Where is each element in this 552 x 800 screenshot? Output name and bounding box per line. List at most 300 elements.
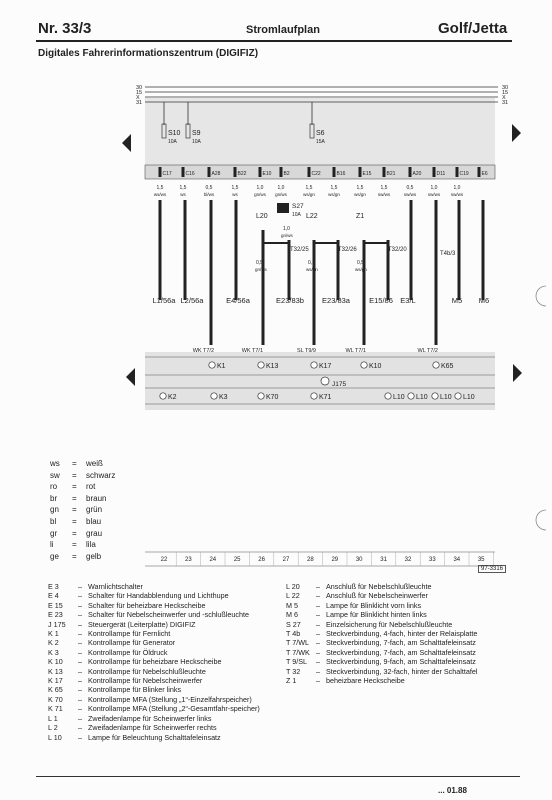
legend-name: lila	[86, 540, 96, 550]
part-code: Z 1	[286, 676, 297, 686]
part-entry	[286, 620, 516, 629]
wire-color: bl/ws	[203, 192, 215, 197]
part-entry	[48, 676, 288, 685]
left-continue-arrow-icon[interactable]	[126, 368, 135, 386]
part-entry	[286, 610, 516, 619]
legend-equals: =	[72, 470, 77, 480]
part-dash: –	[78, 582, 82, 591]
fuse-id: S9	[192, 130, 201, 137]
part-description: Zweifadenlampe für Scheinwerfer links	[88, 713, 212, 723]
part-dash: –	[78, 704, 82, 714]
lamp-label: K3	[219, 394, 228, 401]
wire-color: gn/ws	[254, 192, 266, 197]
connector-label: B22	[237, 171, 247, 177]
cluster-connector-label: WK T7/1	[241, 348, 263, 354]
lamp-icon	[408, 393, 414, 399]
part-entry	[286, 629, 516, 638]
part-description: Schalter für Handabblendung und Lichthupe	[88, 591, 229, 601]
part-dash: –	[316, 610, 320, 620]
wire-size: 1,0	[453, 185, 461, 191]
punch-hole-mark	[536, 286, 546, 306]
legend-row	[50, 528, 115, 540]
part-code: K 70	[48, 694, 63, 704]
part-code: L 20	[286, 582, 300, 591]
part-entry	[286, 648, 516, 657]
part-dash: –	[316, 629, 320, 639]
scale-number: 33	[429, 557, 436, 563]
part-dash: –	[78, 591, 82, 601]
component-label: L1/56a	[152, 296, 176, 305]
connector-pin	[383, 167, 386, 177]
part-code: M 5	[286, 600, 298, 610]
legend-code: br	[50, 493, 58, 503]
cluster-connector-label: WL T7/2	[417, 348, 438, 354]
connector-pin	[280, 167, 283, 177]
part-description: Kontrollampe MFA (Stellung „1“-Einzelfahrspeicher)	[88, 694, 252, 704]
scale-number: 30	[355, 557, 363, 563]
part-dash: –	[78, 713, 82, 723]
legend-equals: =	[72, 540, 77, 550]
l20-label: L20	[256, 213, 268, 220]
lamp-icon	[311, 393, 317, 399]
wire-color-label: gn/ws	[281, 233, 293, 238]
part-description: Zweifadenlampe für Scheinwerfer rechts	[88, 723, 217, 733]
color-legend	[50, 458, 115, 562]
part-dash: –	[316, 676, 320, 686]
part-code: L 22	[286, 591, 300, 601]
wire-color-b: ws/gn	[306, 267, 318, 272]
legend-code: sw	[50, 470, 60, 480]
part-code: T 32	[286, 666, 301, 676]
part-entry	[48, 629, 288, 638]
legend-code: bl	[50, 516, 57, 526]
scale-number: 31	[380, 557, 387, 563]
wire-size: 0,5	[205, 185, 213, 191]
wire-color: ws	[180, 192, 186, 197]
legend-code: ro	[50, 482, 58, 492]
part-description: Steckverbindung, 32-fach, hinter der Schalttafel	[326, 666, 478, 676]
connector-label: C22	[311, 171, 321, 177]
connector-pin	[359, 167, 362, 177]
part-dash: –	[78, 685, 82, 695]
part-dash: –	[316, 647, 320, 657]
wire-size: 1,0	[277, 185, 285, 191]
part-dash: –	[316, 638, 320, 648]
part-code: K 13	[48, 666, 63, 676]
part-entry	[48, 704, 288, 713]
connector-pin	[456, 167, 459, 177]
part-code: L 2	[48, 723, 58, 733]
scale-number: 25	[233, 557, 241, 563]
cluster-connector-label: WL T7/1	[345, 348, 366, 354]
component-label: E4/56a	[226, 296, 250, 305]
rail-label-left: 31	[136, 100, 143, 106]
legend-name: weiß	[86, 459, 103, 468]
connector-pin	[259, 167, 262, 177]
part-entry	[48, 582, 288, 591]
part-dash: –	[78, 666, 82, 676]
wire-group	[154, 185, 483, 345]
scale-number: 32	[404, 557, 412, 563]
connector-label: B21	[386, 171, 396, 177]
legend-row	[50, 551, 115, 563]
s27-rating: 10A	[292, 212, 301, 218]
legend-name: blau	[86, 516, 102, 526]
legend-name: rot	[86, 482, 96, 492]
lamp-label: L10	[463, 394, 475, 401]
part-code: K 17	[48, 676, 63, 686]
parts-list-left	[48, 582, 288, 742]
lamp-label: L10	[393, 394, 405, 401]
t4b3-label: T4b/3	[440, 251, 456, 257]
part-dash: –	[316, 582, 320, 591]
lamp-label: L10	[416, 394, 428, 401]
legend-row	[50, 504, 115, 516]
wire-color: sw/ws	[450, 192, 464, 197]
wire-color: ws	[232, 192, 238, 197]
wire-size: 0,5	[406, 185, 414, 191]
part-entry	[48, 695, 288, 704]
lamp-icon	[258, 362, 264, 368]
part-description: Steckverbindung, 4-fach, hinter der Relaisplatte	[326, 629, 478, 639]
part-code: L 10	[48, 732, 62, 742]
part-entry	[48, 591, 288, 600]
wire-size: 1,5	[330, 185, 338, 191]
scale-number: 24	[209, 557, 217, 563]
wire-color: sw/ws	[377, 192, 391, 197]
connector-strip	[145, 165, 495, 179]
lamp-label: K2	[168, 394, 177, 401]
part-code: T 4b	[286, 629, 301, 639]
legend-equals: =	[72, 493, 77, 503]
component-labels	[153, 296, 490, 305]
fuse-rating: 10A	[168, 139, 177, 145]
legend-equals: =	[72, 505, 77, 515]
part-dash: –	[316, 666, 320, 676]
lamp-icon	[432, 393, 438, 399]
document-reference: 97-3316	[478, 565, 506, 573]
part-entry	[48, 685, 288, 694]
part-dash: –	[78, 694, 82, 704]
part-description: Steuergerät (Leiterplatte) DIGIFIZ	[88, 619, 196, 629]
part-code: E 4	[48, 591, 59, 601]
scale-number: 23	[185, 557, 192, 563]
wire-size: 1,5	[356, 185, 364, 191]
part-description: Kontrollampe für Blinker links	[88, 685, 182, 695]
fuse-rating: 10A	[192, 139, 201, 145]
wire-size: 1,5	[156, 185, 164, 191]
part-dash: –	[78, 676, 82, 686]
part-dash: –	[78, 657, 82, 667]
footer-reference: ... 01.88	[438, 786, 467, 795]
component-label: E15/86	[369, 296, 393, 305]
part-description: Kontrollampe für Öldruck	[88, 647, 168, 657]
part-description: Schalter für Nebelscheinwerfer und -schlußleuchte	[88, 610, 249, 620]
connector-pin	[478, 167, 481, 177]
previous-page-arrow-icon[interactable]	[122, 134, 131, 152]
scale-number: 22	[160, 557, 168, 563]
part-entry	[286, 582, 516, 591]
part-description: Kontrollampe für beheizbare Heckscheibe	[88, 657, 222, 667]
lamp-icon	[311, 362, 317, 368]
scale-number: 29	[331, 557, 339, 563]
part-code: K 3	[48, 647, 59, 657]
part-description: Kontrollampe MFA (Stellung „2“-Gesamtfahr-speicher)	[88, 704, 260, 714]
legend-row	[50, 481, 115, 493]
part-description: Kontrollampe für Fernlicht	[88, 629, 171, 639]
part-description: Anschluß für Nebelschlußleuchte	[326, 582, 432, 591]
part-dash: –	[78, 600, 82, 610]
component-label: L2/56a	[180, 296, 204, 305]
wire-color: gn/ws	[275, 192, 287, 197]
legend-code: ws	[50, 459, 60, 468]
rail-label-right: 31	[502, 100, 509, 106]
legend-equals: =	[72, 528, 77, 538]
part-dash: –	[78, 610, 82, 620]
legend-name: grau	[86, 528, 103, 538]
t32-26-label: T32/26	[338, 247, 357, 253]
wire-color: ws/gn	[354, 192, 366, 197]
lamp-label: K70	[266, 394, 279, 401]
connector-pin	[409, 167, 412, 177]
scale-number: 26	[258, 557, 265, 563]
rail-label-left: 30	[136, 85, 143, 91]
lamp-icon	[433, 362, 439, 368]
part-entry	[48, 657, 288, 666]
part-code: K 71	[48, 704, 63, 714]
middle-section	[255, 203, 456, 272]
part-code: J 175	[48, 619, 66, 629]
part-code: K 65	[48, 685, 63, 695]
right-continue-arrow-icon[interactable]	[513, 364, 522, 382]
wire-size: 1,5	[231, 185, 239, 191]
wire-color: sw/ws	[403, 192, 417, 197]
part-code: K 1	[48, 629, 59, 639]
legend-name: gelb	[86, 551, 102, 561]
connector-pin	[159, 167, 162, 177]
connector-label: A20	[412, 171, 422, 177]
vehicle-model: Golf/Jetta	[438, 20, 508, 37]
legend-name: grün	[86, 505, 103, 515]
instrument-cluster-area	[145, 352, 495, 410]
part-dash: –	[78, 723, 82, 733]
part-dash: –	[316, 600, 320, 610]
part-entry	[48, 601, 288, 610]
legend-row	[50, 493, 115, 505]
lamp-label: K71	[319, 394, 332, 401]
component-label: E23/83a	[322, 296, 350, 305]
part-entry	[48, 733, 288, 742]
wire-size: 1,5	[179, 185, 187, 191]
lamp-label: K13	[266, 363, 279, 370]
part-dash: –	[78, 629, 82, 639]
part-entry	[48, 638, 288, 647]
legend-row	[50, 539, 115, 551]
scale-number: 28	[307, 557, 314, 563]
t32-25-label: T32/25	[290, 247, 309, 253]
part-description: Steckverbindung, 7-fach, am Schalttafeleinsatz	[326, 638, 476, 648]
part-description: Kontrollampe für Nebelschlußleuchte	[88, 666, 206, 676]
connector-pin	[208, 167, 211, 177]
lamp-icon	[258, 393, 264, 399]
punch-hole-mark-lower	[536, 510, 546, 530]
component-label: E3/L	[400, 296, 416, 305]
z1-label: Z1	[356, 213, 365, 220]
part-dash: –	[78, 732, 82, 742]
part-code: T 9/SL	[286, 657, 308, 667]
part-entry	[48, 723, 288, 732]
lamp-label: K65	[441, 363, 454, 370]
l22-label: L22	[306, 213, 318, 220]
lamp-icon	[455, 393, 461, 399]
part-code: T 7/WK	[286, 647, 310, 657]
legend-equals: =	[72, 459, 77, 468]
legend-code: li	[50, 540, 54, 550]
lamp-icon	[160, 393, 166, 399]
part-description: Anschluß für Nebelscheinwerfer	[326, 591, 428, 601]
legend-equals: =	[72, 516, 77, 526]
component-label: M5	[451, 296, 463, 305]
part-description: Lampe für Blinklicht hinten links	[326, 610, 427, 620]
lamp-label: K1	[217, 363, 226, 370]
part-entry	[286, 676, 516, 685]
part-entry	[286, 638, 516, 647]
cluster-connector-label: WK T7/2	[192, 348, 214, 354]
grid-scale	[145, 552, 495, 566]
legend-code: gn	[50, 505, 59, 515]
control-unit-label: J175	[332, 381, 347, 388]
scale-number: 34	[453, 557, 461, 563]
rail-label-right: 15	[502, 90, 509, 96]
legend-name: braun	[86, 493, 107, 503]
diagram-subtitle: Digitales Fahrerinformationszentrum (DIGIFIZ)	[38, 48, 259, 59]
wire-size: 1,5	[305, 185, 313, 191]
connector-label: B16	[336, 171, 346, 177]
part-entry	[286, 657, 516, 666]
t32-20-label: T32/20	[388, 247, 407, 253]
rail-label-left: 15	[136, 90, 143, 96]
lamp-icon	[211, 393, 217, 399]
part-entry	[48, 620, 288, 629]
part-dash: –	[316, 657, 320, 667]
lamp-icon	[209, 362, 215, 368]
wire-size: 1,0	[256, 185, 264, 191]
part-code: T 7/WL	[286, 638, 310, 648]
connector-pin	[333, 167, 336, 177]
fuse-rating: 15A	[316, 139, 325, 145]
wire-color-a: gn/ws	[255, 267, 267, 272]
legend-name: schwarz	[86, 470, 116, 480]
part-entry	[286, 601, 516, 610]
part-description: Steckverbindung, 9-fach, am Schalttafeleinsatz	[326, 657, 476, 667]
wire-color-c: ws/gn	[355, 267, 367, 272]
parts-list-right	[286, 582, 516, 685]
part-code: M 6	[286, 610, 298, 620]
part-dash: –	[316, 619, 320, 629]
connector-pin	[234, 167, 237, 177]
wire-size-c: 0,5	[357, 260, 364, 266]
part-code: S 27	[286, 619, 301, 629]
wire-size-b: 0,5	[308, 260, 315, 266]
part-code: K 2	[48, 638, 59, 648]
legend-row	[50, 516, 115, 528]
connector-pin	[308, 167, 311, 177]
connector-label: E10	[262, 171, 272, 177]
part-description: beheizbare Heckscheibe	[326, 676, 405, 686]
part-entry	[286, 591, 516, 600]
legend-equals: =	[72, 551, 77, 561]
rail-label-left: X	[136, 95, 140, 101]
part-description: Warnlichtschalter	[88, 582, 143, 591]
connector-label: A28	[211, 171, 221, 177]
legend-row	[50, 470, 115, 482]
wire-color: sw/ws	[427, 192, 441, 197]
lamp-icon	[361, 362, 367, 368]
part-entry	[48, 667, 288, 676]
next-page-arrow-icon[interactable]	[512, 124, 521, 142]
part-code: E 15	[48, 600, 63, 610]
wire-size-a: 0,5	[256, 260, 263, 266]
lamp-label: K17	[319, 363, 332, 370]
s27-fuse-block	[277, 203, 289, 213]
part-description: Lampe für Beleuchtung Schalttafeleinsatz	[88, 732, 221, 742]
part-description: Kontrollampe für Nebelscheinwerfer	[88, 676, 203, 686]
wire-color: ws/gn	[303, 192, 315, 197]
part-code: E 23	[48, 610, 63, 620]
connector-label: E15	[362, 171, 372, 177]
component-label: E23/83b	[276, 296, 304, 305]
lamp-icon	[385, 393, 391, 399]
part-entry	[48, 610, 288, 619]
part-entry	[48, 714, 288, 723]
part-dash: –	[78, 619, 82, 629]
connector-pin	[182, 167, 185, 177]
component-label: M6	[478, 296, 490, 305]
part-code: K 10	[48, 657, 63, 667]
wire-size-label: 1,0	[283, 226, 290, 232]
part-description: Schalter für beheizbare Heckscheibe	[88, 600, 206, 610]
part-description: Lampe für Blinklicht vorn links	[326, 600, 422, 610]
connector-label: B2	[283, 171, 290, 177]
legend-equals: =	[72, 482, 77, 492]
part-description: Einzelsicherung für Nebelschlußleuchte	[326, 619, 453, 629]
connector-label: C16	[185, 171, 195, 177]
page-title: Stromlaufplan	[246, 24, 320, 36]
legend-code: gr	[50, 528, 58, 538]
connector-label: C17	[162, 171, 172, 177]
fuse-id: S10	[168, 130, 181, 137]
connector-pin	[433, 167, 436, 177]
part-entry	[48, 648, 288, 657]
footer-rule	[36, 776, 520, 777]
part-entry	[286, 667, 516, 676]
rail-label-right: X	[502, 95, 506, 101]
page-number: Nr. 33/3	[38, 20, 92, 37]
part-dash: –	[316, 591, 320, 601]
connector-label: D11	[436, 171, 446, 177]
part-code: L 1	[48, 713, 58, 723]
wire-color: ws/ws	[153, 192, 167, 197]
lamp-label: L10	[440, 394, 452, 401]
legend-code: ge	[50, 551, 59, 561]
connector-label: C19	[459, 171, 469, 177]
s27-label: S27	[292, 203, 304, 210]
part-description: Steckverbindung, 7-fach, am Schalttafeleinsatz	[326, 647, 476, 657]
lamp-label: K10	[369, 363, 382, 370]
wire-color: ws/gn	[328, 192, 340, 197]
part-description: Kontrollampe für Generator	[88, 638, 176, 648]
scale-number: 35	[477, 557, 485, 563]
